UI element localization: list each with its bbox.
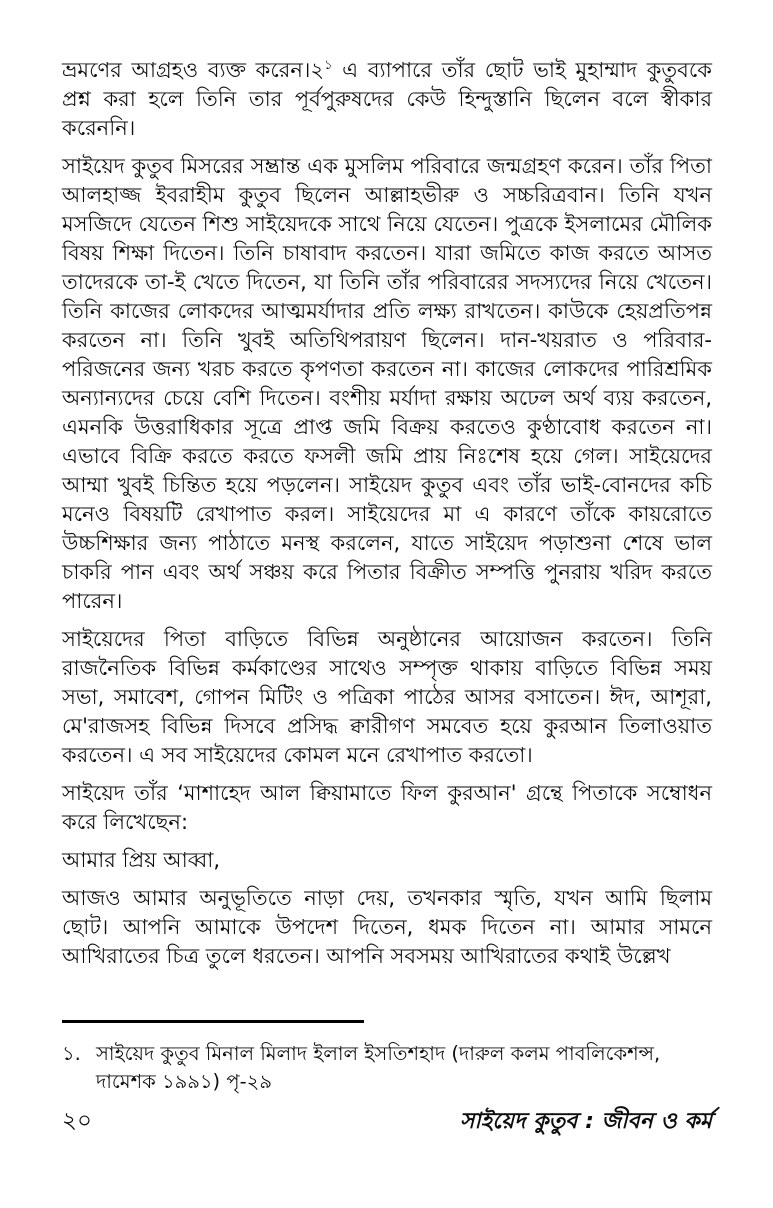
paragraph-1-text-before-ref: ভ্রমণের আগ্রহও ব্যক্ত করেন।২ [62, 58, 325, 82]
paragraph-5-salutation: আমার প্রিয় আব্বা, [62, 848, 221, 872]
paragraph-6-quote-body: আজও আমার অনুভূতিতে নাড়া দেয়, তখনকার স্মৃতি, যখন আমি ছিলাম ছোট। আপনি আমাকে উপদেশ দিতেন, ধমক দিতেন না। আমার সামনে আখিরাতের চিত্র তুলে ধরতেন। আপনি সবসময় আখিরাতের কথাই উল্লেখ [62, 886, 712, 968]
paragraph-2: সাইয়েদ কুতুব মিসরের সম্ভ্রান্ত এক মুসলিম পরিবারে জন্মগ্রহণ করেন। তাঁর পিতা আলহাজ্জ ইবরাহীম কুতুব ছিলেন আল্লাহভীরু ও সচ্চরিত্রবান। তিনি যখন মসজিদে যেতেন শিশু সাইয়েদকে সাথে নিয়ে যেতেন। পুত্রকে ইসলামের মৌলিক বিষয় শিক্ষা দিতেন। তিনি চাষাবাদ করতেন। যারা জমিতে কাজ করতে আসত তাদেরকে তা-ই খেতে দিতেন, যা তিনি তাঁর পরিবারের সদস্যদের নিয়ে খেতেন। তিনি কাজের লোকদের আত্মমর্যাদার প্রতি লক্ষ্য রাখতেন। কাউকে হেয়প্রতিপন্ন করতেন না। তিনি খুবই অতিথিপরায়ণ ছিলেন। দান-খয়রাত ও পরিবার-পরিজনের জন্য খরচ করতে কৃপণতা করতেন না। কাজের লোকদের পারিশ্রমিক অন্যান্যদের চেয়ে বেশি দিতেন। বংশীয় মর্যাদা রক্ষায় অঢেল অর্থ ব্যয় করতেন, এমনকি উত্তরাধিকার সূত্রে প্রাপ্ত জমি বিক্রয় করতেও কুণ্ঠাবোধ করতেন না। এভাবে বিক্রি করতে করতে ফসলী জমি প্রায় নিঃশেষ হয়ে গেল। সাইয়েদের আম্মা খুবই চিন্তিত হয়ে পড়লেন। সাইয়েদ কুতুব এবং তাঁর ভাই-বোনদের কচি মনেও বিষয়টি রেখাপাত করল। সাইয়েদের মা এ কারণে তাঁকে কায়রোতে উচ্চশিক্ষার জন্য পাঠাতে মনস্থ করলেন, যাতে সাইয়েদ পড়াশুনা শেষে ভাল চাকরি পান এবং অর্থ সঞ্চয় করে পিতার বিক্রীত সম্পত্তি পুনরায় খরিদ করতে পারেন। [62, 154, 712, 613]
page-body [62, 56, 712, 980]
paragraph-3: সাইয়েদের পিতা বাড়িতে বিভিন্ন অনুষ্ঠানের আয়োজন করতেন। তিনি রাজনৈতিক বিভিন্ন কর্মকাণ্ডের সাথেও সম্পৃক্ত থাকায় বাড়িতে বিভিন্ন সময় সভা, সমাবেশ, গোপন মিটিং ও পত্রিকা পাঠের আসর বসাতেন। ঈদ, আশূরা, মে'রাজসহ বিভিন্ন দিসবে প্রসিদ্ধ ক্বারীগণ সমবেত হয়ে কুরআন তিলাওয়াত করতেন। এ সব সাইয়েদের কোমল মনে রেখাপাত করতো। [62, 627, 712, 767]
footnote-number: ১. [62, 1042, 81, 1065]
footnote-text: সাইয়েদ কুতুব মিনাল মিলাদ ইলাল ইসতিশহাদ (দারুল কলম পাবলিকেশন্স, দামেশক ১৯৯১) পৃ-২৯ [96, 1042, 661, 1093]
paragraph-1-text-after-ref: এ ব্যাপারে তাঁর ছোট ভাই মুহাম্মাদ কুতুবকে প্রশ্ন করা হলে তিনি তার পূর্বপুরুষদের কেউ হিন্দুস্তানি ছিলেন বলে স্বীকার করেননি। [62, 58, 712, 140]
footnote [62, 1040, 712, 1096]
footnote-reference-superscript: ১ [324, 58, 333, 73]
paragraph-4-quote-intro: সাইয়েদ তাঁর ‘মাশাহেদ আল ক্বিয়ামাতে ফিল কুরআন' গ্রন্থে পিতাকে সম্বোধন করে লিখেছেন: [62, 781, 712, 834]
paragraph-1 [62, 56, 712, 143]
footnote-separator-rule [62, 1020, 364, 1023]
page-footer [62, 1102, 712, 1141]
running-title: সাইয়েদ কুতুব : জীবন ও কর্ম [459, 1109, 712, 1134]
page-number: ২০ [62, 1108, 92, 1134]
